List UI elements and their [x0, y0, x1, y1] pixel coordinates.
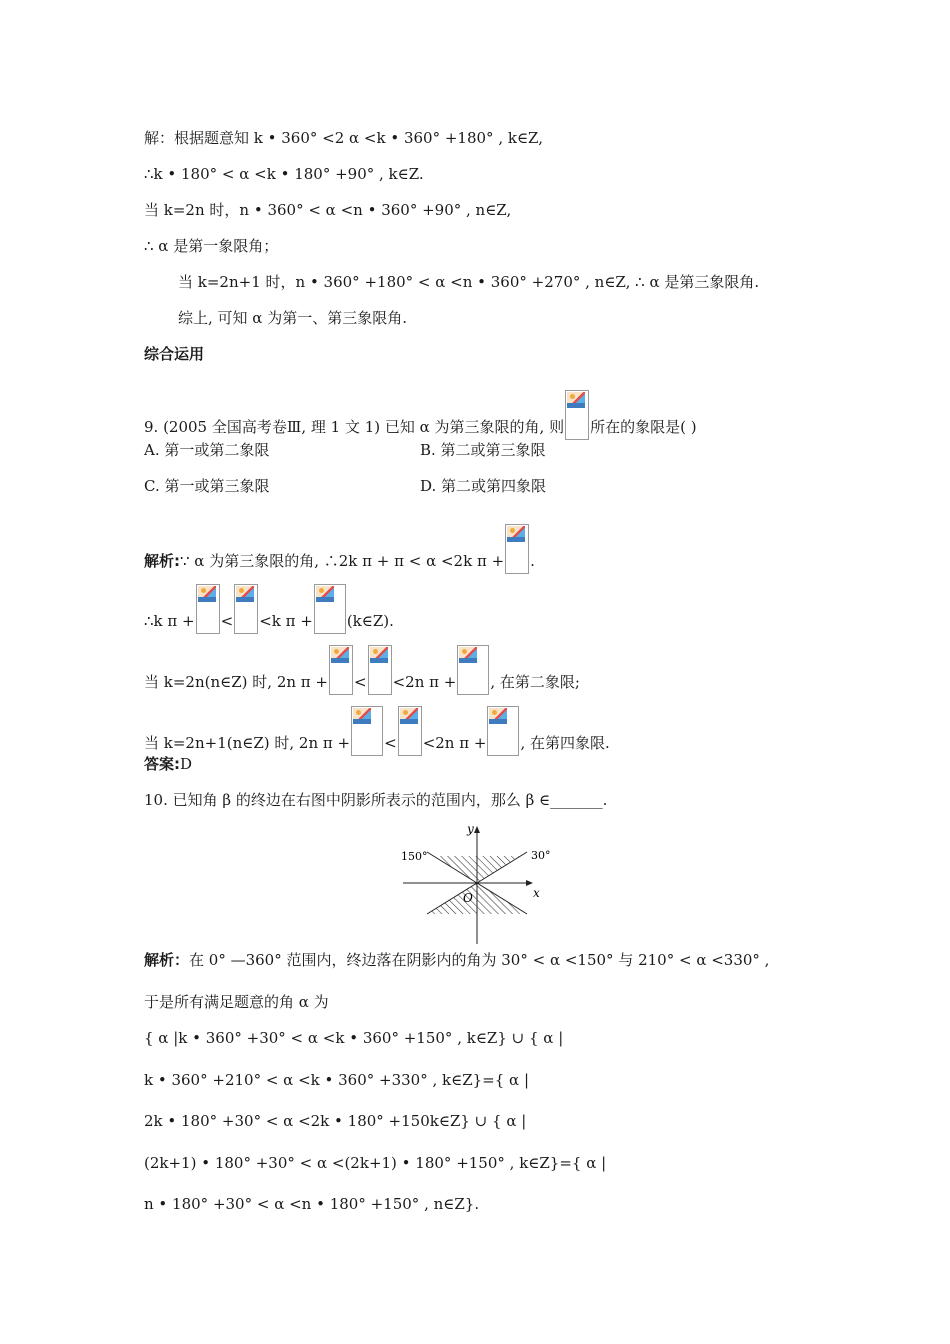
angle-150-label: 150°: [401, 850, 428, 863]
q9-analysis-line-3: [144, 645, 580, 695]
formula-image-icon: [505, 524, 529, 574]
q9-jx3-a: 当 k=2n(n∈Z) 时, 2n π +: [144, 673, 328, 691]
analysis-label: 解析:: [144, 552, 180, 570]
q9-stem-text-a: 9. (2005 全国高考卷Ⅲ, 理 1 文 1) 已知 α 为第三象限的角, 则: [144, 418, 565, 436]
formula-image-icon: [314, 584, 346, 634]
q9-analysis-line-2: [144, 584, 394, 634]
set-line-5: n • 180° +30° < α <n • 180° +150° , n∈Z}.: [144, 1195, 480, 1213]
q9-jx4-b: <: [384, 734, 397, 752]
set-line-2: k • 360° +210° < α <k • 360° +330° , k∈Z}={ α |: [144, 1071, 530, 1089]
set-line-3: 2k • 180° +30° < α <2k • 180° +150k∈Z} ∪ { α |: [144, 1112, 527, 1130]
q9-jx2-d: (k∈Z).: [346, 612, 394, 630]
x-axis-label: x: [533, 886, 540, 900]
formula-image-icon: [487, 706, 519, 756]
sol8-line-2: ∴k • 180° < α <k • 180° +90° , k∈Z.: [144, 165, 424, 183]
sol8-line-3: 当 k=2n 时，n • 360° < α <n • 360° +90° , n∈Z,: [144, 201, 512, 219]
answer-value: D: [180, 755, 193, 773]
sol8-line-6: 综上, 可知 α 为第一、第三象限角.: [178, 309, 407, 327]
y-axis-arrow-icon: [474, 826, 480, 833]
formula-image-icon: [368, 645, 392, 695]
set-line-4: (2k+1) • 180° +30° < α <(2k+1) • 180° +150° , k∈Z}={ α |: [144, 1154, 607, 1172]
sol8-line-5: 当 k=2n+1 时，n • 360° +180° < α <n • 360° +270° , n∈Z, ∴ α 是第三象限角.: [178, 273, 760, 291]
option-c: C. 第一或第三象限: [144, 477, 270, 495]
shaded-angle-figure: [397, 820, 557, 946]
q9-analysis-line-1: [144, 524, 535, 574]
q9-jx1-end: .: [530, 552, 535, 570]
q9-jx3-b: <: [354, 673, 367, 691]
sol8-line-1: 解：根据题意知 k • 360° <2 α <k • 360° +180° , k∈Z,: [144, 129, 543, 147]
q9-jx4-a: 当 k=2n+1(n∈Z) 时, 2n π +: [144, 734, 351, 752]
q10-analysis-line-1: [144, 950, 769, 970]
formula-image-icon: [398, 706, 422, 756]
option-d: D. 第二或第四象限: [420, 477, 547, 495]
q9-jx3-c: <2n π +: [392, 673, 457, 691]
set-line-1: { α |k • 360° +30° < α <k • 360° +150° , k∈Z} ∪ { α |: [144, 1029, 564, 1047]
formula-image-icon: [234, 584, 258, 634]
q9-answer: [144, 754, 192, 774]
option-b: B. 第二或第三象限: [420, 441, 546, 459]
formula-image-icon: [196, 584, 220, 634]
y-axis-label: y: [467, 822, 474, 836]
angle-30-label: 30°: [531, 849, 551, 862]
formula-image-icon: [457, 645, 489, 695]
analysis-label: 解析：: [144, 951, 190, 969]
q9-analysis-line-4: [144, 706, 610, 756]
q10-stem: 10. 已知角 β 的终边在右图中阴影所表示的范围内，那么 β ∈_______.: [144, 791, 608, 809]
q9-jx2-b: <: [220, 612, 234, 630]
q9-jx1-text: ∵ α 为第三象限的角, ∴2k π + π < α <2k π +: [180, 552, 505, 570]
q9-jx3-d: , 在第二象限;: [490, 673, 580, 691]
q10-analysis-line-2: 于是所有满足题意的角 α 为: [144, 993, 329, 1011]
section-heading: 综合运用: [144, 345, 205, 363]
q9-jx4-c: <2n π +: [422, 734, 487, 752]
q9-jx2-a: ∴k π +: [144, 612, 195, 630]
formula-image-icon: [565, 390, 589, 440]
q10-jx1-text: 在 0° —360° 范围内，终边落在阴影内的角为 30° < α <150° 与 210° < α <330° ,: [189, 951, 770, 969]
formula-image-icon: [329, 645, 353, 695]
q9-jx4-d: , 在第四象限.: [520, 734, 610, 752]
q9-stem-text-b: 所在的象限是( ): [590, 418, 697, 436]
sol8-line-4: ∴ α 是第一象限角；: [144, 237, 279, 255]
answer-label: 答案:: [144, 755, 180, 773]
formula-image-icon: [351, 706, 383, 756]
option-a: A. 第一或第二象限: [144, 441, 270, 459]
q9-jx2-c: <k π +: [259, 612, 313, 630]
q9-stem: [144, 390, 697, 440]
x-axis-arrow-icon: [526, 880, 533, 886]
origin-label: O: [463, 891, 473, 905]
